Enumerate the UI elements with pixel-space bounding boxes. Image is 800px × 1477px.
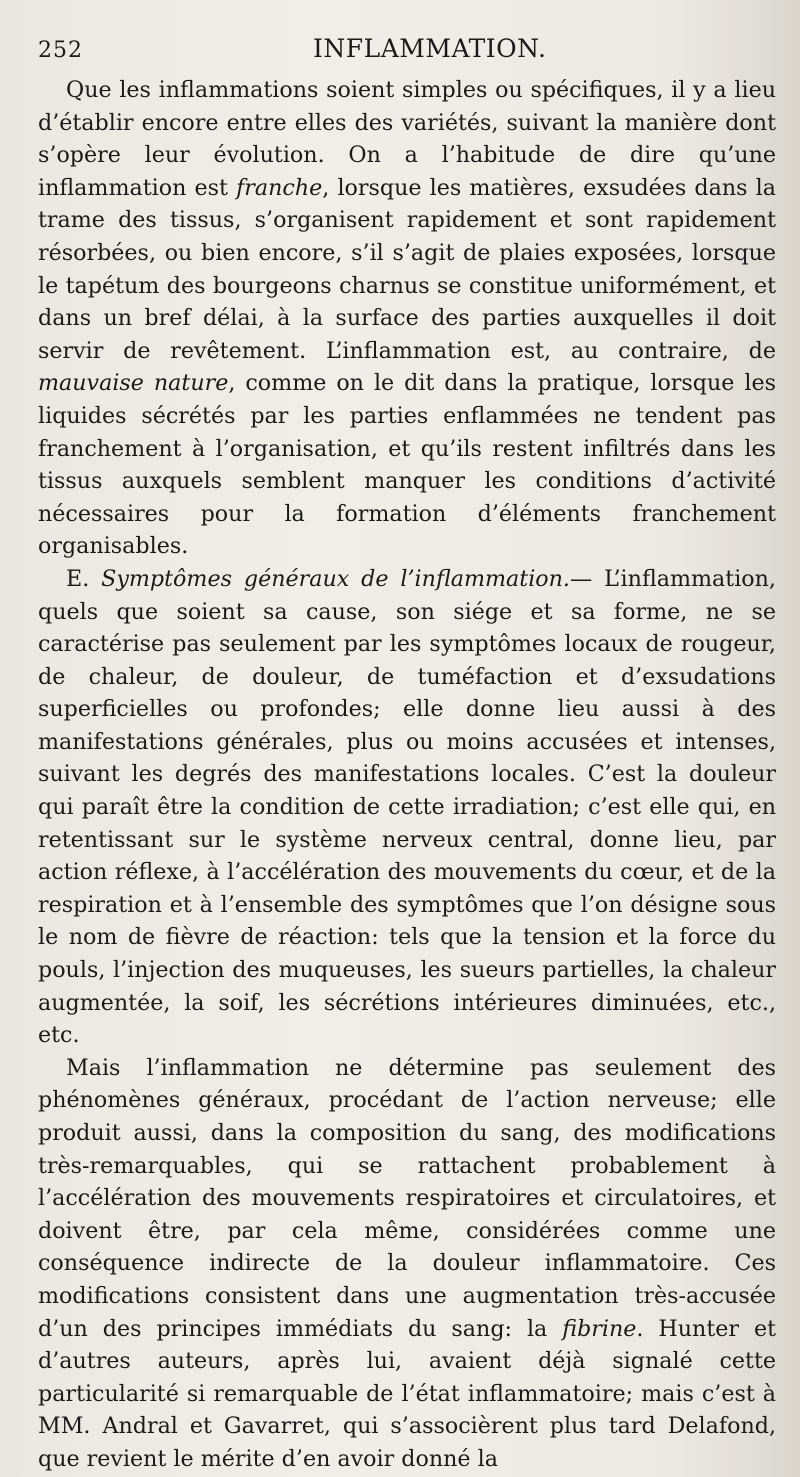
- text-body: [38, 74, 776, 1476]
- paragraph-blood-composition: [38, 1052, 776, 1476]
- text-run: . Hunter et d’autres auteurs, après lui, avaient déjà signalé cette particularité si remarquable de l’état inflammatoire; mais c’est à MM. Andral et Gavarret, qui s’associèrent plus tard Delafond, que revient le mérite d’en avoir donné la: [38, 1315, 776, 1472]
- emphasis-franche: franche: [236, 174, 323, 201]
- paragraph-evolution-varieties: [38, 74, 776, 563]
- text-run: , lorsque les matières, exsudées dans la trame des tissus, s’organisent rapidement et sont rapidement résorbées, ou bien encore, s’il s’agit de plaies exposées, lorsque le tapétum des bourgeons charnus se constitue uniformément, et dans un bref délai, à la surface des parties auxquelles il doit servir de revêtement. L’inflammation est, au contraire, de: [38, 174, 776, 364]
- text-run: Mais l’inflammation ne détermine pas seulement des phénomènes généraux, procédant de l’action nerveuse; elle produit aussi, dans la composition du sang, des modifications très-remarquables, qui se rattachent probablement à l’accélération des mouvements respiratoires et circulatoires, et doivent être, par cela même, considérées comme une conséquence indirecte de la douleur inflammatoire. Ces modifications consistent dans une augmentation très-accusée d’un des principes immédiats du sang: la: [38, 1054, 776, 1342]
- paragraph-general-symptoms: [38, 563, 776, 1052]
- emphasis-fibrine: fibrine: [562, 1315, 637, 1342]
- running-title: INFLAMMATION.: [313, 34, 547, 63]
- text-run: , comme on le dit dans la pratique, lorsque les liquides sécrétés par les parties enflammées ne tendent pas franchement à l’organisation, et qu’ils restent infiltrés dans les tissus auxquels semblent manquer les conditions d’activité nécessaires pour la formation d’éléments franchement organisables.: [38, 370, 776, 560]
- text-run: Que les inflammations soient simples ou spécifiques, il y a lieu d’établir encore entre elles des variétés, suivant la manière dont s’opère leur évolution. On a l’habitude de dire qu’une inflammation est: [38, 77, 776, 201]
- section-label: E.: [66, 565, 102, 592]
- emphasis-mauvaise-nature: mauvaise nature: [38, 370, 229, 397]
- text-run: — L’inflammation, quels que soient sa cause, son siége et sa forme, ne se caractérise pas seulement par les symptômes locaux de rougeur, de chaleur, de douleur, de tuméfaction et d’exsudations superficielles ou profondes; elle donne lieu aussi à des manifestations générales, plus ou moins accusées et intenses, suivant les degrés des manifestations locales. C’est la douleur qui paraît être la condition de cette irradiation; c’est elle qui, en retentissant sur le système nerveux central, donne lieu, par action réflexe, à l’accélération des mouvements du cœur, et de la respiration et à l’ensemble des symptômes que l’on désigne sous le nom de fièvre de réaction: tels que la tension et la force du pouls, l’injection des muqueuses, les sueurs partielles, la chaleur augmentée, la soif, les sécrétions intérieures diminuées, etc., etc.: [38, 565, 776, 1049]
- running-head: [38, 30, 776, 74]
- page-number: 252: [38, 38, 83, 63]
- section-heading: Symptômes généraux de l’inflammation.: [101, 565, 570, 592]
